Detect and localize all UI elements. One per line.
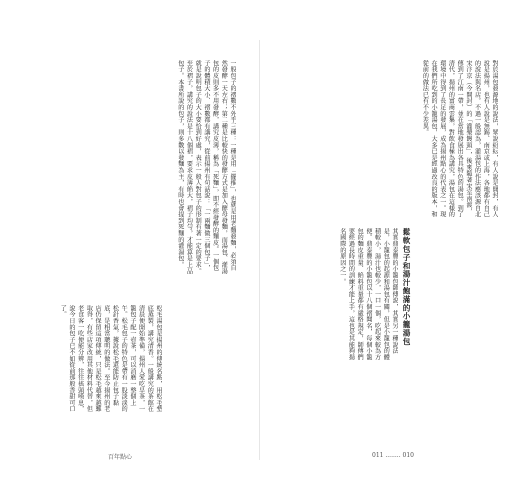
left-page-folio: 百年點心	[108, 454, 133, 461]
right-top-text-block: 對於湯包發源地的說法，眾說紛紜，有人說是開封，有人說是揚州，也有人說是無錫、南京或上海，各地都有自己的說法與名店。不過一般認為，灌湯包的作法應該源自北宋汴京（今開封）的「灌漿饅頭」，後來隨著宋室南渡，傳到了江南一帶，並在當地發展出各具特色的湯包。到了清代，揚州的富商雲集，對飲食極為講究，湯包在這樣的環境中得到了長足的發展，成為揚州點心的代表之一。現在我們所吃到的小籠湯包，大多已是經過改良的版本，和從前的做法已有不少差異。	[421, 60, 498, 218]
left-top-text-block: 一般包子的褶數不外乎三種：一種是用「擺推」，也就是用老麵發麵，必須自然發酵一天左右；第二種是比較快的發酵方式是加入酵母發麵，而湯包、灌湯包的皮則多不用發酵，講究皮薄，稱為「死麵」，即不經發酵的麵皮。一個包子的體積大小、褶數都有講究，從前揚州有句話說：「一兩麵做三個包子」，就是說明包子的大小要恰到好處，表示一般人對包子的形制有著一定的要求。至於褶子，講究的說法是十八個褶，要求皮薄餡大，褶子均勻，才能算是上品包子。本書所說的包子，則多數以發麵為主，有時也會提到死麵的灌湯包。	[176, 60, 236, 275]
right-bottom-text-block: 其實鼎泰豐的小籠包師傅說，其實另一種說法是，小籠包的起源和湯包有關，但是小籠包的體積較小，湯汁也較少，一口一個，吃起來較為方便。鼎泰豐的小籠包以十八個褶聞名，每個小籠包的麵皮重量、餡料重量都有嚴格規定，師傅們要經過長時間的訓練才能上手，這也是其能夠揚名國際的原因之一。	[338, 228, 398, 361]
left-bottom-text-block: 松毛湯包是揚州的傳統名點，用松毛墊底蒸製，講究清香。一般講究的茶館在清晨便開始準備，揚州人愛吃早茶，一籠包子配一壺茶，可以消磨一整個上午。松毛包子的特色是帶有一股淡淡的松針香氣，據說松毛還能防止包子黏底，是相當聰明的做法。至今揚州的老店仍保留這項傳統，只是松毛越來越難取得，有些店家改用其他材料代替，但老食客一吃便能分辨，往往搖頭嘆息，說今日的包子已不如從前那般香甜可口了。	[59, 305, 162, 413]
section-heading: 鬆軟包子和湯汁飽滿的小籠湯包	[402, 228, 411, 346]
right-page-folio: 011 ........ 010	[372, 452, 414, 459]
right-page	[260, 0, 520, 500]
